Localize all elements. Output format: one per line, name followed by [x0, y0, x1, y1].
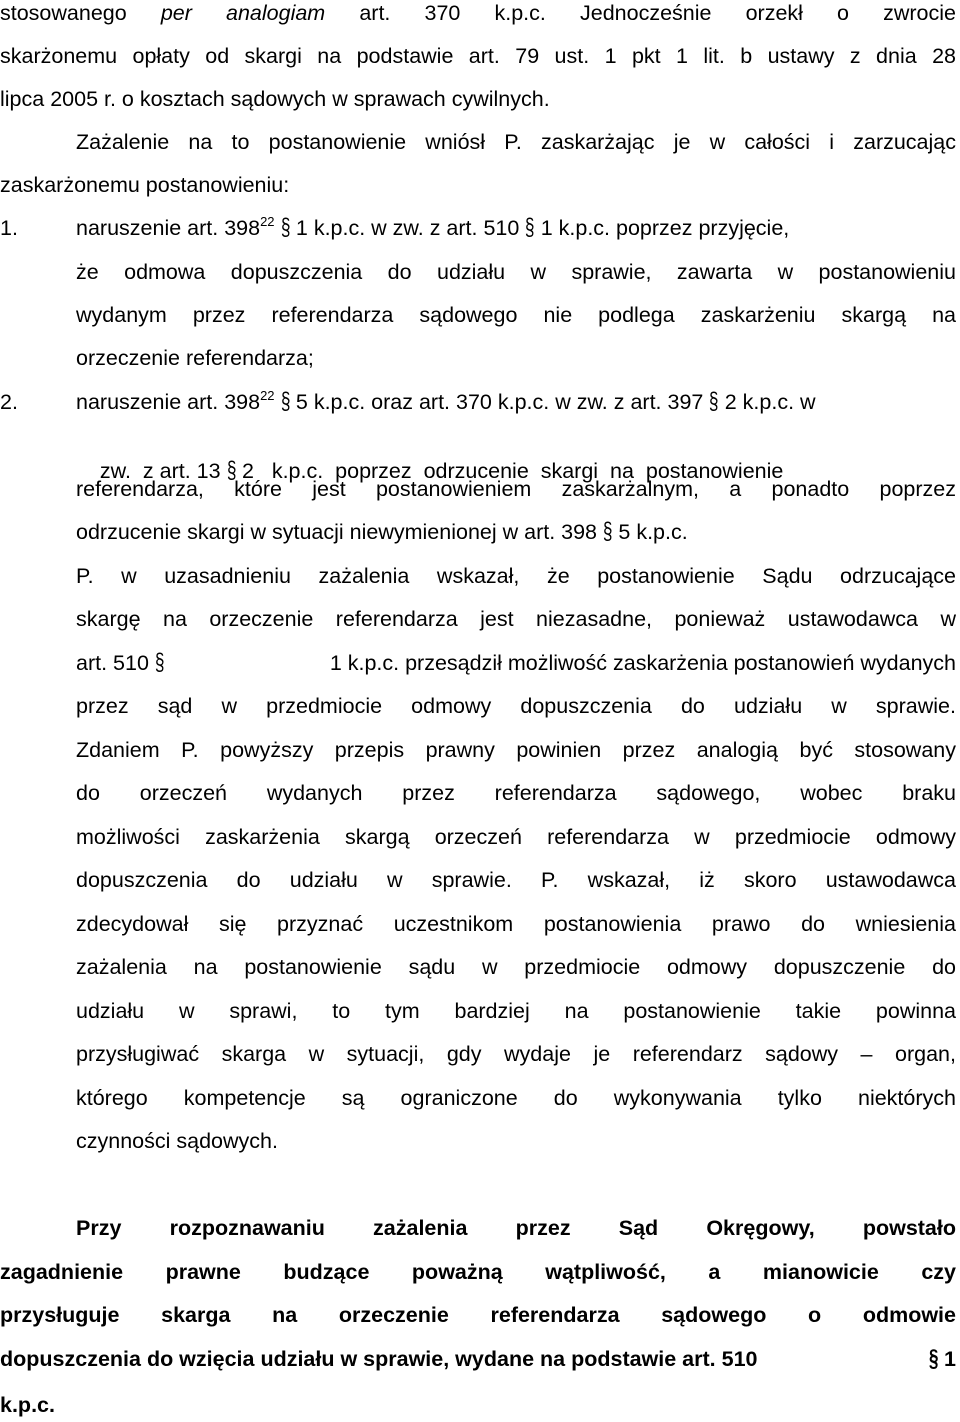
text-span: 1 k.p.c. poprzez przyjęcie,: [540, 216, 790, 240]
text-line: [76, 215, 789, 241]
text-line: referendarza, które jest postanowieniem zaskarżalnym, a ponadto poprzez: [76, 477, 956, 501]
text-span: 5 k.p.c.: [618, 520, 688, 544]
text-line: skarżonemu opłaty od skargi na podstawie art. 79 ust. 1 pkt 1 lit. b ustawy z dnia 28: [0, 44, 956, 68]
text-line: którego kompetencje są ograniczone do wykonywania tylko niektórych: [76, 1086, 956, 1110]
text-line: lipca 2005 r. o kosztach sądowych w sprawach cywilnych.: [0, 87, 550, 111]
text-span: § 1: [928, 1345, 956, 1372]
text-line: dopuszczenia do udziału w sprawie. P. wskazał, iż skoro ustawodawca: [76, 868, 956, 892]
text-span: dopuszczenia do wzięcia udziału w sprawie, wydane na podstawie art. 510: [0, 1347, 758, 1371]
bold-text-line: zagadnienie prawne budzące poważną wątpliwość, a mianowicie czy: [0, 1260, 956, 1284]
text-line: [76, 519, 688, 545]
section-symbol: §: [602, 518, 613, 545]
text-line: P. w uzasadnieniu zażalenia wskazał, że postanowienie Sądu odrzucające: [76, 564, 956, 588]
text-line: zaskarżonemu postanowieniu:: [0, 173, 290, 197]
text-line: przysługiwać skarga w sytuacji, gdy wydaje je referendarz sądowy – organ,: [76, 1042, 956, 1066]
bold-text-line: k.p.c.: [0, 1393, 55, 1417]
bold-text-line: Przy rozpoznawaniu zażalenia przez Sąd Okręgowy, powstało: [76, 1216, 956, 1240]
section-symbol: §: [280, 388, 291, 415]
text-span: naruszenie art. 398: [76, 390, 261, 414]
bold-text-line: [0, 1346, 956, 1372]
text-line: że odmowa dopuszczenia do udziału w sprawie, zawarta w postanowieniu: [76, 260, 956, 284]
list-number: 1.: [0, 216, 18, 240]
text-span: 2 k.p.c. poprzez odrzucenie skargi na postanowienie: [241, 459, 784, 483]
section-symbol: §: [709, 388, 719, 415]
text-line: przez sąd w przedmiocie odmowy dopuszczenia do udziału w sprawie.: [76, 694, 956, 718]
superscript: 22: [260, 388, 275, 403]
text-span: art. 510 §: [76, 649, 165, 676]
text-line: orzeczenie referendarza;: [76, 346, 314, 370]
superscript: 22: [260, 214, 275, 229]
text-line: [0, 0, 956, 26]
text-line: [76, 389, 816, 415]
text-line: Zdaniem P. powyższy przepis prawny powinien przez analogią być stosowany: [76, 738, 956, 762]
text-span: odrzucenie skargi w sytuacji niewymienionej w art. 398: [76, 520, 598, 544]
text-span: 1 k.p.c. przesądził możliwość zaskarżenia postanowień wydanych: [329, 651, 956, 675]
text-line: zażalenia na postanowienie sądu w przedmiocie odmowy dopuszczenie do: [76, 955, 956, 979]
list-number: 2.: [0, 390, 18, 414]
text-line: do orzeczeń wydanych przez referendarza sądowego, wobec braku: [76, 781, 956, 805]
text-line: wydanym przez referendarza sądowego nie podlega zaskarżeniu skargą na: [76, 303, 956, 327]
text-line: [76, 650, 956, 676]
text-span: 1 k.p.c. w zw. z art. 510: [295, 216, 520, 240]
text-line: zdecydował się przyznać uczestnikom postanowienia prawo do wniesienia: [76, 912, 956, 936]
text-line: skargę na orzeczenie referendarza jest niezasadne, ponieważ ustawodawca w: [76, 607, 956, 631]
section-symbol: §: [280, 214, 291, 241]
text-span: stosowanego: [0, 1, 161, 25]
text-line: Zażalenie na to postanowienie wniósł P. zaskarżając je w całości i zarzucając: [76, 130, 956, 154]
text-line: udziału w sprawi, to tym bardziej na postanowienie takie powinna: [76, 999, 956, 1023]
text-line: możliwości zaskarżenia skargą orzeczeń referendarza w przedmiocie odmowy: [76, 825, 956, 849]
section-symbol: §: [154, 649, 165, 676]
section-symbol: §: [226, 457, 237, 484]
bold-text-line: przysługuje skarga na orzeczenie referendarza sądowego o odmowie: [0, 1303, 956, 1327]
text-span: art. 370 k.p.c. Jednocześnie orzekł o zwrocie: [325, 1, 956, 25]
text-span: naruszenie art. 398: [76, 216, 261, 240]
text-line: czynności sądowych.: [76, 1129, 278, 1153]
section-symbol: §: [525, 214, 535, 241]
text-span: 5 k.p.c. oraz art. 370 k.p.c. w zw. z art. 397: [295, 390, 704, 414]
text-span: 2 k.p.c. w: [724, 390, 816, 414]
text-span: zw. z art. 13: [99, 459, 221, 483]
section-symbol: §: [928, 1345, 939, 1372]
latin-phrase: per analogiam: [160, 1, 326, 25]
